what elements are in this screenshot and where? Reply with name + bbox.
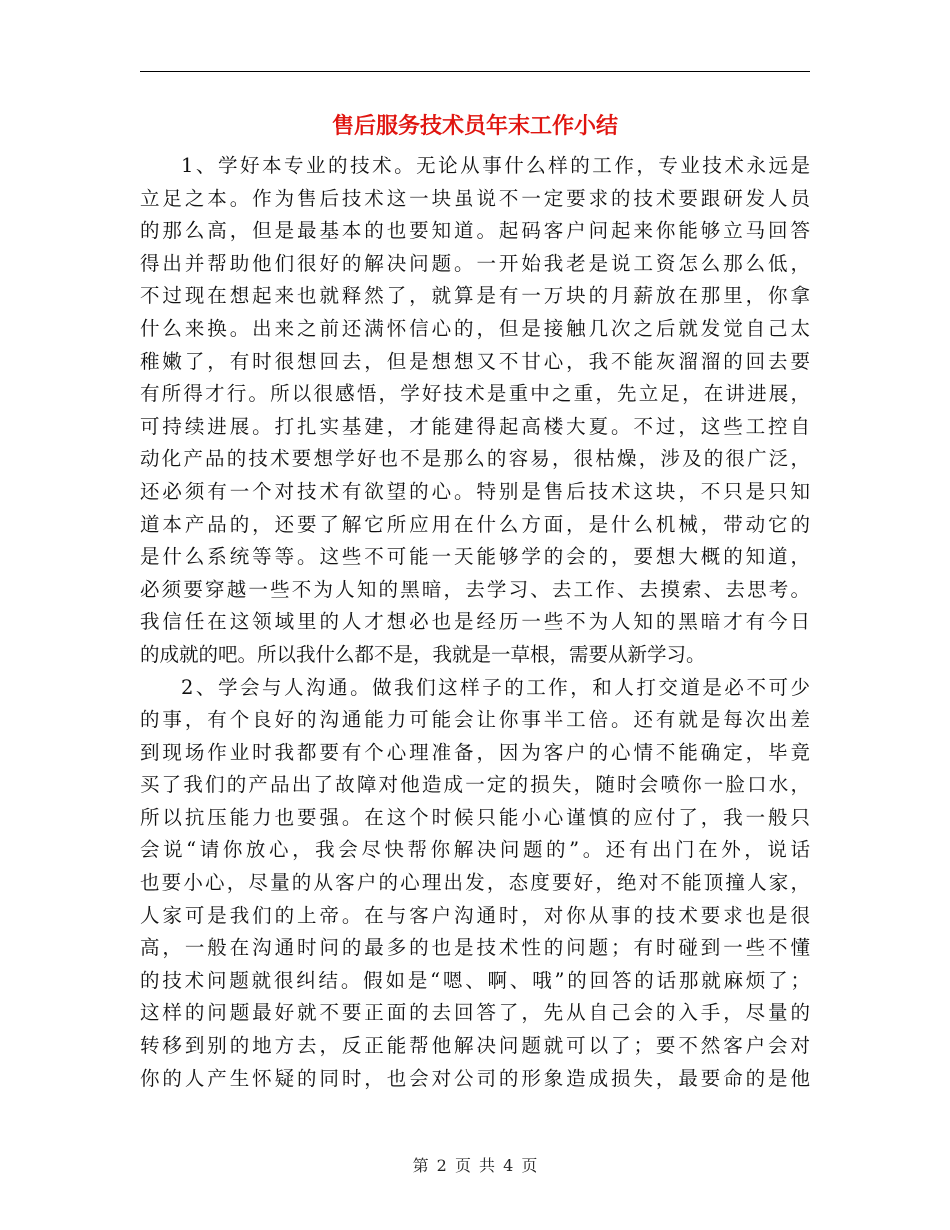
document-title: 售后服务技术员年末工作小结	[331, 113, 618, 139]
text-line: 道本产品的，还要了解它所应用在什么方面，是什么机械，带动它的	[140, 512, 810, 536]
text-line: 可持续进展。打扎实基建，才能建得起高楼大夏。不过，这些工控自	[140, 414, 810, 438]
text-line: 会说“请你放心，我会尽快帮你解决问题的”。还有出门在外，说话	[140, 838, 810, 862]
text-line: 买了我们的产品出了故障对他造成一定的损失，随时会喷你一脸口水，	[140, 773, 810, 797]
text-line: 我信任在这领域里的人才想必也是经历一些不为人知的黑暗才有今日	[140, 610, 810, 634]
document-body	[140, 150, 810, 1095]
text-line: 到现场作业时我都要有个心理准备，因为客户的心情不能确定，毕竟	[140, 740, 810, 764]
text-line: 人家可是我们的上帝。在与客户沟通时，对你从事的技术要求也是很	[140, 903, 810, 927]
text-line: 有所得才行。所以很感悟，学好技术是重中之重，先立足，在讲进展，	[140, 382, 810, 406]
text-line: 稚嫩了，有时很想回去，但是想想又不甘心，我不能灰溜溜的回去要	[140, 349, 810, 373]
text-line: 动化产品的技术要想学好也不是那么的容易，很枯燥，涉及的很广泛，	[140, 447, 810, 471]
text-line: 不过现在想起来也就释然了，就算是有一万块的月薪放在那里，你拿	[140, 284, 810, 308]
paragraph-1	[140, 150, 810, 672]
text-line: 是什么系统等等。这些不可能一天能够学的会的，要想大概的知道，	[140, 545, 810, 569]
text-line: 的技术问题就很纠结。假如是“嗯、啊、哦”的回答的话那就麻烦了；	[140, 968, 810, 992]
text-line: 1、学好本专业的技术。无论从事什么样的工作，专业技术永远是	[181, 154, 810, 177]
text-line: 的成就的吧。所以我什么都不是，我就是一草根，需要从新学习。	[140, 642, 706, 666]
header-rule	[140, 71, 810, 72]
text-line: 什么来换。出来之前还满怀信心的，但是接触几次之后就发觉自己太	[140, 316, 810, 340]
text-line: 得出并帮助他们很好的解决问题。一开始我老是说工资怎么那么低，	[140, 251, 810, 275]
text-line: 还必须有一个对技术有欲望的心。特别是售后技术这块，不只是只知	[140, 479, 810, 503]
text-line: 转移到别的地方去，反正能帮他解决问题就可以了；要不然客户会对	[140, 1034, 810, 1058]
text-line: 你的人产生怀疑的同时，也会对公司的形象造成损失，最要命的是他	[140, 1066, 810, 1090]
paragraph-2	[140, 672, 810, 1096]
text-line: 高，一般在沟通时问的最多的也是技术性的问题；有时碰到一些不懂	[140, 936, 810, 960]
text-line: 2、学会与人沟通。做我们这样子的工作，和人打交道是必不可少	[181, 675, 810, 699]
text-line: 立足之本。作为售后技术这一块虽说不一定要求的技术要跟研发人员	[140, 186, 810, 210]
page-number-footer: 第 2 页 共 4 页	[412, 1156, 538, 1175]
text-line: 这样的问题最好就不要正面的去回答了，先从自己会的入手，尽量的	[140, 1001, 810, 1025]
text-line: 的那么高，但是最基本的也要知道。起码客户问起来你能够立马回答	[140, 219, 810, 243]
text-line: 的事，有个良好的沟通能力可能会让你事半工倍。还有就是每次出差	[140, 708, 810, 732]
text-line: 也要小心，尽量的从客户的心理出发，态度要好，绝对不能顶撞人家，	[140, 871, 810, 895]
text-line: 必须要穿越一些不为人知的黑暗，去学习、去工作、去摸索、去思考。	[140, 577, 810, 601]
text-line: 所以抗压能力也要强。在这个时候只能小心谨慎的应付了，我一般只	[140, 805, 810, 829]
